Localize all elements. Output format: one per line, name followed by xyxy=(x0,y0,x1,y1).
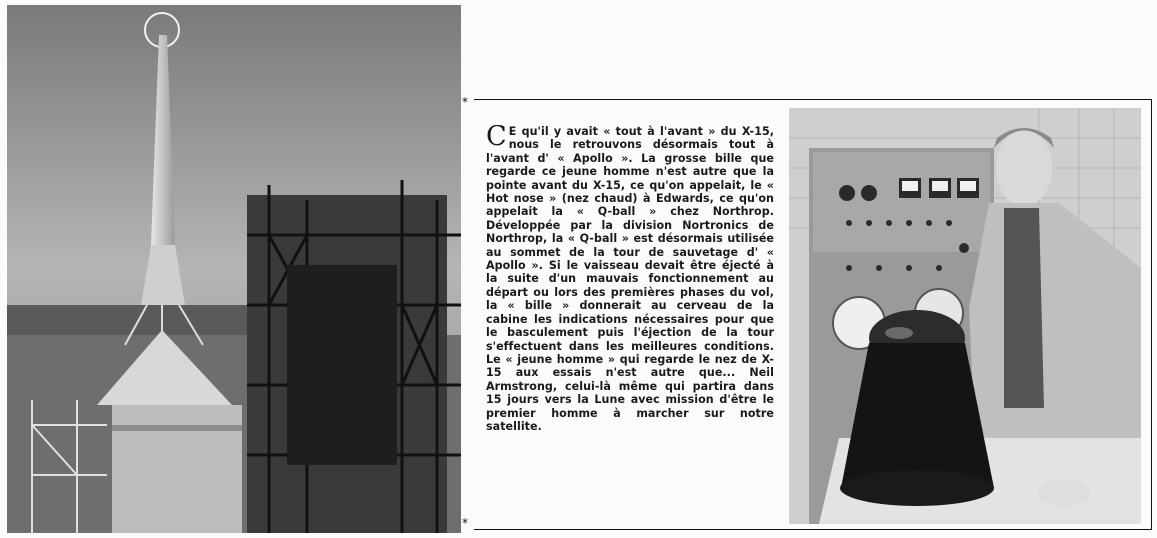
article-text: E qu'il y avait « tout à l'avant » du X-15, nous le retrouvons désormais tout à l'avant d' « Apollo ». La grosse bille que regarde ce jeune homme n'est autre que la pointe avant du X-15, ce qu'on appelait, le « Hot nose » (nez chaud) à Edwards, ce qu'on appelait la « Q-ball » chez Northrop. Développée par la division Nortronics de Northrop, la « Q-ball » est désormais utilisée au sommet de la tour de sauvetage d' « Apollo ». Si le vaisseau devait être éjecté à la suite d'un mauvais fonctionnement au départ ou lors des premières phases du vol, la « bille » donnerait au cerveau de la cabine les indications nécessaires pour que le basculement puis l'éjection de la tour s'effectuent dans les meilleures conditions. Le « jeune homme » qui regarde le nez de X-15 aux essais n'est autre que... Neil Armstrong, celui-là même qui partira dans 15 jours vers la Lune avec mission d'être le premier homme à marcher sur notre satellite. xyxy=(486,125,774,433)
article-body xyxy=(486,125,774,515)
q-ball-armstrong-photo xyxy=(789,108,1141,524)
apollo-launch-pad-photo xyxy=(7,5,461,533)
drop-cap: C xyxy=(486,125,507,152)
ornament-star-bottom: * xyxy=(462,516,468,530)
ornament-star-top: * xyxy=(462,95,468,109)
